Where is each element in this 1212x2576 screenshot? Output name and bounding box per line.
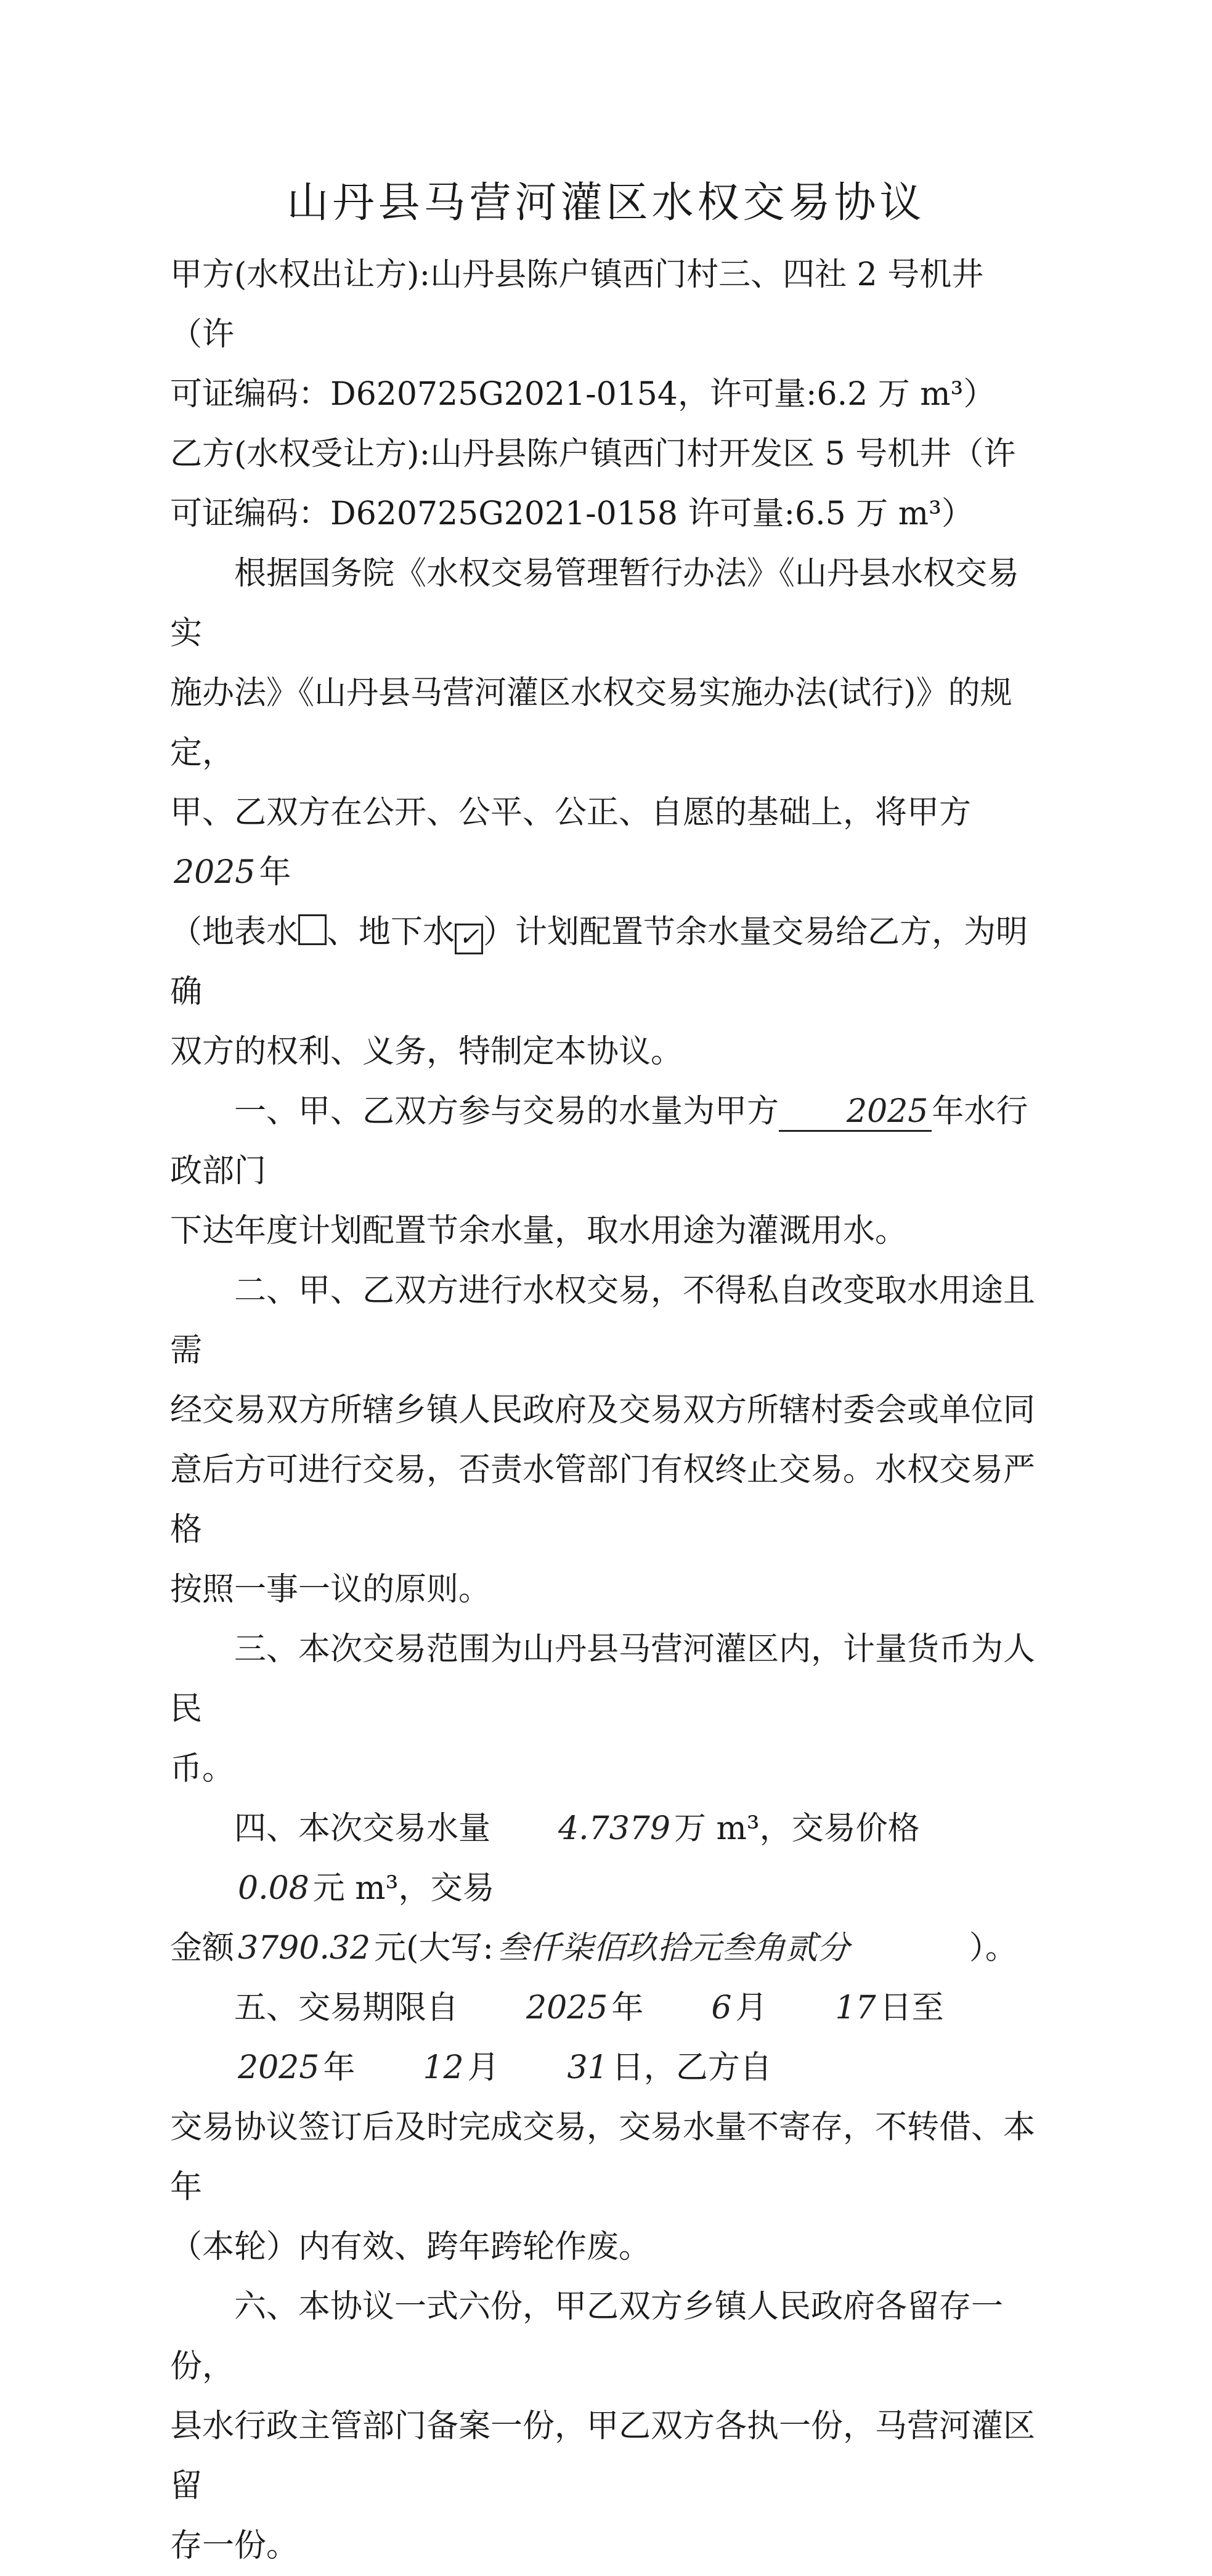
clause-4-text: 四、本次交易水量	[234, 1810, 491, 1847]
party-a-name: 山丹县陈户镇西门村三、四社 2 号机井（许	[170, 256, 984, 353]
party-b-name: 山丹县陈户镇西门村开发区 5 号机井（许	[430, 436, 1016, 473]
clause-6-line-1: 六、本协议一式六份，甲乙双方乡镇人民政府各留存一份，	[170, 2288, 1004, 2385]
end-year: 2025	[238, 2049, 320, 2086]
clause-5-line-1	[170, 1978, 1045, 2098]
start-year-suffix: 年	[611, 1989, 644, 2026]
start-month-suffix: 月	[735, 1989, 768, 2026]
end-day-suffix: 日，乙方自	[611, 2049, 772, 2086]
preamble-line-3-text: 甲、乙双方在公开、公平、公正、自愿的基础上，将甲方	[170, 794, 972, 831]
year-suffix: 年	[259, 854, 291, 891]
clause-1-line-1	[170, 1082, 1045, 1201]
clause-1-text: 一、甲、乙双方参与交易的水量为甲方	[234, 1093, 779, 1130]
clause-1-line-2: 下达年度计划配置节余水量，取水用途为灌溉用水。	[170, 1213, 908, 1249]
handwritten-year: 2025	[174, 854, 256, 891]
clause-5-line-2: 交易协议签订后及时完成交易，交易水量不寄存，不转借、本年	[170, 2109, 1036, 2206]
clause-6-line-3: 存一份。	[170, 2527, 299, 2564]
clause-3-line-2: 币。	[170, 1750, 235, 1787]
clause-4-line-2	[170, 1919, 1045, 1978]
end-day: 31	[567, 2049, 608, 2086]
trade-price: 0.08	[238, 1870, 309, 1907]
preamble-line-2: 施办法》《山丹县马营河灌区水权交易实施办法(试行)》的规定，	[170, 675, 1012, 771]
party-b-label: 乙方(水权受让方):	[170, 436, 431, 473]
volume-unit-text: 万 m³，交易价格	[673, 1810, 920, 1847]
start-month: 6	[711, 1989, 732, 2026]
party-b-line	[170, 425, 1045, 484]
amount-words-label: 元(大写:	[374, 1930, 494, 1967]
party-a-license: 可证编码：D620725G2021-0154，许可量:6.2 万 m³）	[170, 376, 996, 413]
preamble-line-3	[170, 783, 1045, 903]
document-title: 山丹县马营河灌区水权交易协议	[287, 179, 925, 227]
trade-amount-words: 叁仟柒佰玖拾元叁角贰分	[497, 1930, 850, 1967]
surface-water-label: （地表水	[170, 914, 299, 951]
clause-2-line-3: 意后方可进行交易，否责水管部门有权终止交易。水权交易严格	[170, 1452, 1036, 1548]
clause-1-text-post: 年水行政部门	[170, 1093, 1028, 1190]
clause-3-line-1: 三、本次交易范围为山丹县马营河灌区内，计量货币为人民	[170, 1631, 1036, 1728]
amount-label: 金额	[170, 1930, 235, 1967]
preamble-line-5: 双方的权利、义务，特制定本协议。	[170, 1033, 683, 1070]
amount-close: ）。	[969, 1930, 1017, 1967]
clause-2-line-1: 二、甲、乙双方进行水权交易，不得私自改变取水用途且需	[170, 1272, 1036, 1369]
clause-1-year: 2025	[779, 1093, 932, 1132]
clause-2-line-2: 经交易双方所辖乡镇人民政府及交易双方所辖村委会或单位同	[170, 1392, 1036, 1429]
clause-4-line-1	[170, 1799, 1045, 1919]
agreement-body	[170, 245, 1045, 2576]
groundwater-label: 、地下水	[327, 914, 455, 951]
start-day: 17	[835, 1989, 876, 2026]
party-b-license: 可证编码：D620725G2021-0158 许可量:6.5 万 m³）	[170, 495, 974, 532]
preamble-line-4	[170, 903, 1045, 1022]
trade-amount: 3790.32	[238, 1930, 371, 1967]
end-year-suffix: 年	[323, 2049, 356, 2086]
clause-2-line-4: 按照一事一议的原则。	[170, 1571, 491, 1608]
trade-volume: 4.7379	[558, 1810, 670, 1847]
preamble-line-1: 根据国务院《水权交易管理暂行办法》《山丹县水权交易实	[170, 555, 1020, 652]
price-unit-text: 元 m³，交易	[312, 1870, 495, 1907]
clause-5-text: 五、交易期限自	[234, 1989, 459, 2026]
party-a-label: 甲方(水权出让方):	[170, 256, 431, 293]
start-day-suffix: 日至	[879, 1989, 944, 2026]
end-month: 12	[423, 2049, 464, 2086]
preamble-line-4-text: ）计划配置节余水量交易给乙方，为明确	[170, 914, 1028, 1010]
party-a-line	[170, 245, 1045, 365]
start-year: 2025	[526, 1989, 608, 2026]
groundwater-checkbox: ✓	[455, 924, 483, 954]
end-month-suffix: 月	[467, 2049, 500, 2086]
surface-water-checkbox	[298, 914, 327, 945]
clause-5-line-3: （本轮）内有效、跨年跨轮作废。	[170, 2229, 651, 2265]
clause-6-line-2: 县水行政主管部门备案一份，甲乙双方各执一份，马营河灌区留	[170, 2408, 1036, 2505]
